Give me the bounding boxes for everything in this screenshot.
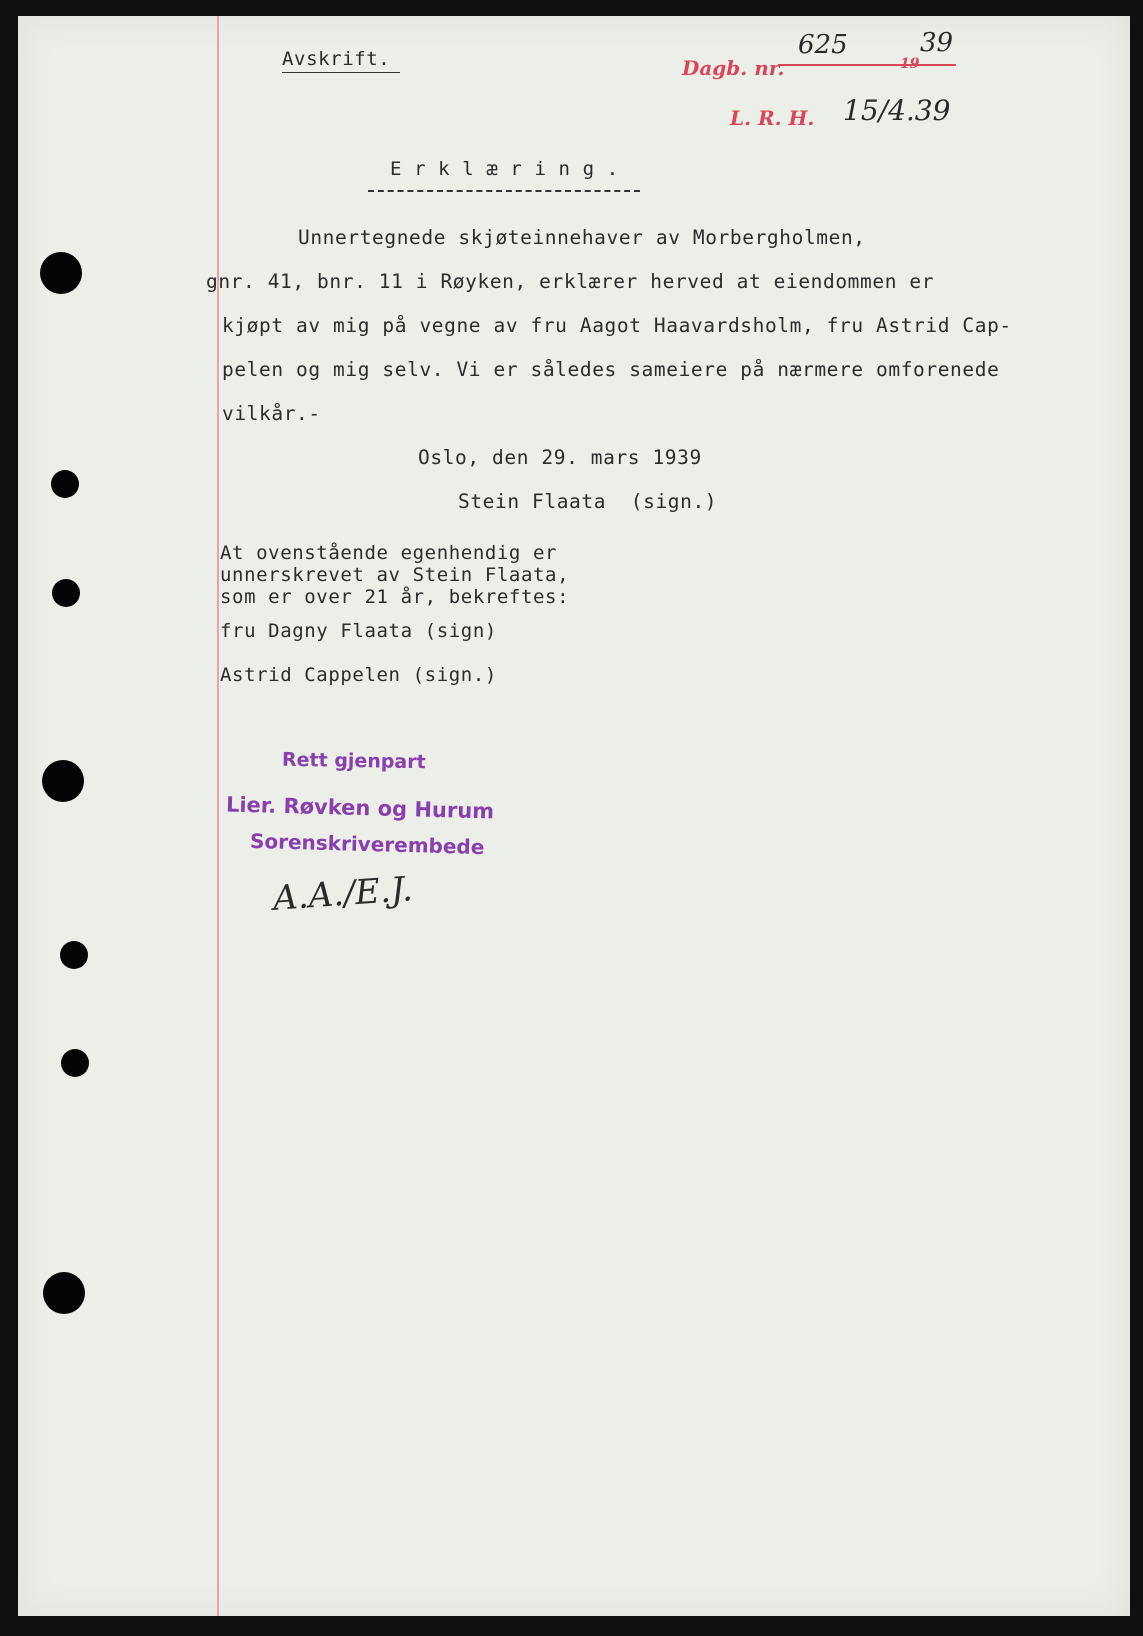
- body-line: pelen og mig selv. Vi er således sameiere på nærmere omforenede: [222, 358, 1000, 381]
- punch-hole: [52, 579, 80, 607]
- stamp-line: Lier. Røvken og Hurum: [225, 792, 495, 824]
- court-abbrev: L. R. H.: [730, 106, 815, 130]
- punch-hole: [40, 252, 82, 294]
- body-line: gnr. 41, bnr. 11 i Røyken, erklærer herved at eiendommen er: [206, 270, 935, 293]
- journal-year-prefix: 19: [900, 56, 920, 72]
- punch-hole: [43, 1272, 85, 1314]
- copy-label-underline: [282, 72, 400, 73]
- journal-prefix: Dagb. nr.: [682, 56, 785, 80]
- date-handwritten: 15/4.39: [843, 94, 951, 127]
- witness-text: At ovenstående egenhendig er: [220, 542, 558, 564]
- document-title: E r k l æ r i n g .: [390, 158, 619, 180]
- stamp-line: Rett gjenpart: [281, 748, 426, 774]
- journal-number: 625: [798, 30, 848, 60]
- journal-year: 39: [920, 28, 954, 58]
- witness-text: unnerskrevet av Stein Flaata,: [220, 564, 570, 586]
- punch-hole: [60, 941, 88, 969]
- title-underline: [368, 190, 640, 192]
- witness-text: som er over 21 år, bekreftes:: [220, 586, 570, 608]
- document-page: [18, 16, 1130, 1616]
- body-line: kjøpt av mig på vegne av fru Aagot Haavardsholm, fru Astrid Cap-: [222, 314, 1012, 337]
- margin-rule: [217, 16, 219, 1616]
- stamp-initials: A.A./E.J.: [271, 869, 414, 919]
- punch-hole: [61, 1049, 89, 1077]
- witness-signature: fru Dagny Flaata (sign): [220, 620, 497, 642]
- place-date: Oslo, den 29. mars 1939: [418, 446, 702, 469]
- witness-signature: Astrid Cappelen (sign.): [220, 664, 497, 686]
- punch-hole: [51, 470, 79, 498]
- body-line: vilkår.-: [222, 402, 321, 425]
- journal-line: [778, 64, 956, 66]
- punch-hole: [42, 760, 84, 802]
- body-line: Unnertegnede skjøteinnehaver av Morbergholmen,: [298, 226, 866, 249]
- copy-label: Avskrift.: [282, 48, 391, 70]
- signature-line: Stein Flaata (sign.): [458, 490, 718, 513]
- stamp-line: Sorenskriverembede: [249, 828, 485, 860]
